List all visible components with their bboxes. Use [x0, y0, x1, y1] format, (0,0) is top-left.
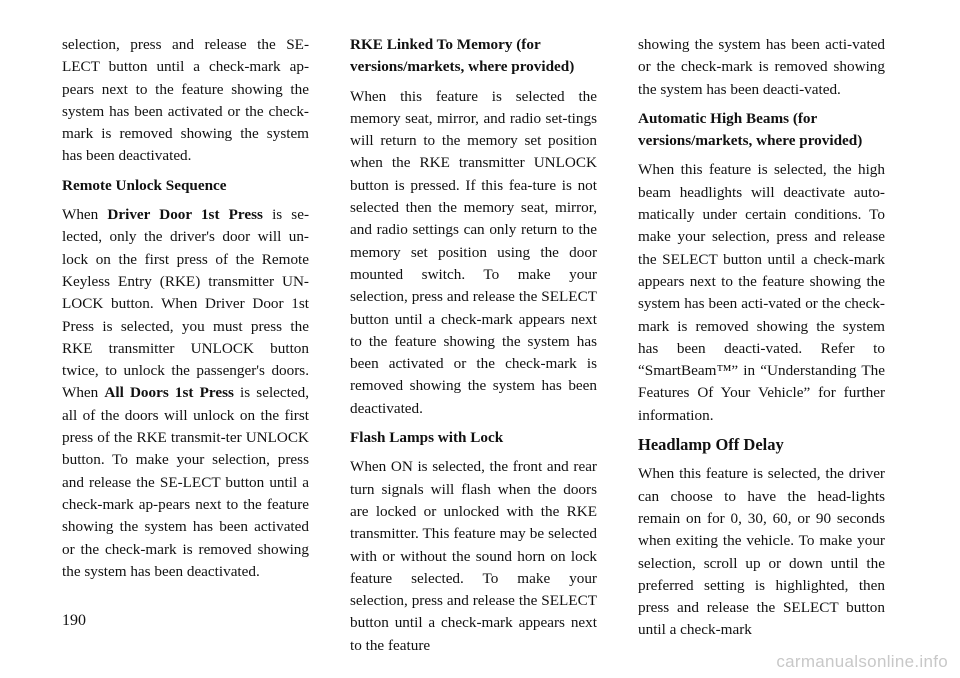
heading-rke-linked-to-memory: RKE Linked To Memory (for versions/markets, where provided)	[350, 36, 575, 76]
heading-flash-lamps-with-lock: Flash Lamps with Lock	[350, 429, 504, 447]
emphasis-all-doors-1st-press: All Doors 1st Press	[104, 384, 234, 402]
heading-headlamp-off-delay: Headlamp Off Delay	[638, 435, 784, 455]
column-right	[638, 34, 885, 649]
text-span: is selected, all of the doors will unlock on the first press of the RKE transmit-ter UNLOCK button. To make your selection, press and release the SE-LECT button until a check-mark ap-pears next to the feature showing the system has been activated or the check-mark is removed showing the system has been deactivated.	[62, 384, 309, 580]
text-span: When	[62, 206, 108, 224]
watermark: carmanualsonline.info	[776, 652, 948, 671]
paragraph-flash-lamps-with-lock: When ON is selected, the front and rear turn signals will flash when the doors are locked or unlocked with the RKE transmitter. This feature may be selected with or without the sound horn on lock feature selected. To make your selection, press and release the SELECT button until a check-mark appears next to the feature	[350, 458, 597, 654]
text-span: is se-lected, only the driver's door will un-lock on the first press of the Remote Keyless Entry (RKE) transmitter UN-LOCK button. When Driver Door 1st Press is selected, you must press the RKE transmitter UNLOCK button twice, to unlock the passenger's doors. When	[62, 206, 310, 402]
paragraph-headlamp-off-delay: When this feature is selected, the driver can choose to have the head-lights remain on for 0, 30, 60, or 90 seconds when exiting the vehicle. To make your selection, scroll up or down until the preferred setting is highlighted, then press and release the SELECT button until a check-mark	[638, 465, 885, 639]
page-number: 190	[62, 612, 86, 629]
paragraph-rke-linked-to-memory: When this feature is selected the memory seat, mirror, and radio set-tings will return to the memory set position when the RKE transmitter UNLOCK button is pressed. If this fea-ture is not selected then the memory seat, mirror, and radio settings can only return to the memory set position using the door mounted switch. To make your selection, press and release the SELECT button until a check-mark appears next to the feature showing the system has been activated or the check-mark is removed showing the system has been deactivated.	[350, 87, 597, 417]
column-left	[62, 34, 309, 590]
heading-remote-unlock-sequence: Remote Unlock Sequence	[62, 176, 227, 194]
heading-automatic-high-beams: Automatic High Beams (for versions/markets, where provided)	[638, 109, 863, 150]
emphasis-driver-door-1st-press: Driver Door 1st Press	[107, 206, 263, 224]
paragraph-remote-unlock	[62, 204, 309, 583]
paragraph-continuation: showing the system has been acti-vated or the check-mark is removed showing the system has been deacti-vated.	[638, 36, 885, 98]
column-middle	[350, 34, 597, 664]
paragraph-continuation: selection, press and release the SE-LECT button until a check-mark ap-pears next to the feature showing the system has been activated or the check-mark is removed showing the system has been deactivated.	[62, 36, 309, 165]
paragraph-automatic-high-beams: When this feature is selected, the high beam headlights will deactivate auto-matically under certain conditions. To make your selection, press and release the SELECT button until a check-mark appears next to the feature showing the system has been acti-vated or the check-mark is removed showing the system has been deacti-vated. Refer to “SmartBeam™” in “Understanding The Features Of Your Vehicle” for further information.	[638, 161, 885, 424]
